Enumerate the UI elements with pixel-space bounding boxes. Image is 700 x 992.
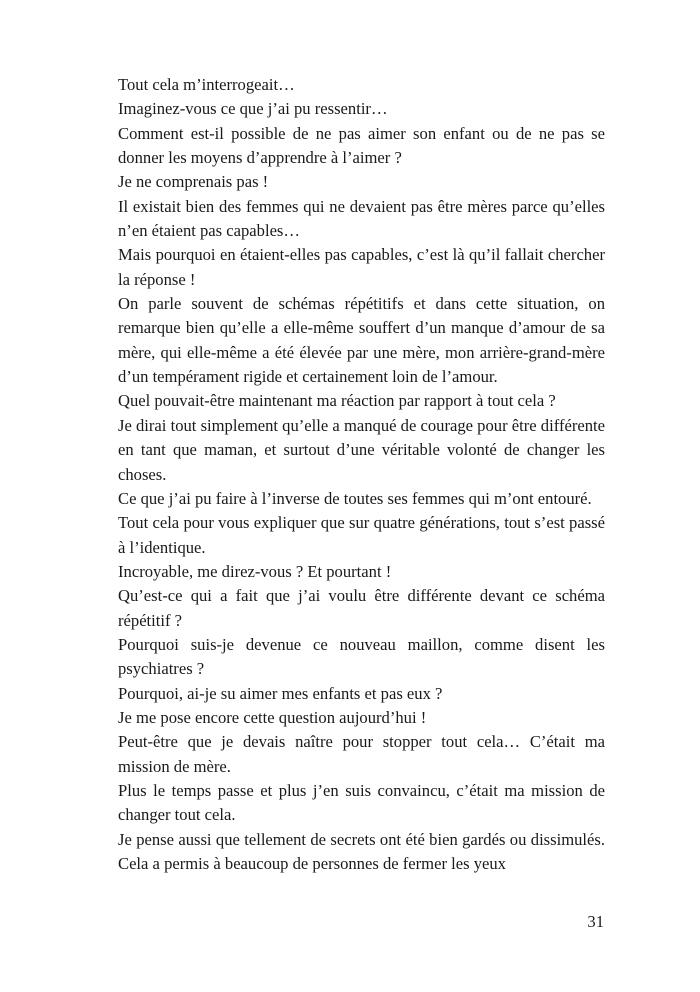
paragraph: On parle souvent de schémas répétitifs et dans cette situation, on remarque bien qu’elle a elle-même souffert d’un manque d’amour de sa mère, qui elle-même a été élevée par une mère, mon arrière-grand-mère d’un tempérament rigide et certainement loin de l’amour.	[118, 294, 605, 387]
paragraph: Incroyable, me direz-vous ? Et pourtant !	[118, 561, 392, 581]
paragraph: Quel pouvait-être maintenant ma réaction par rapport à tout cela ?	[118, 391, 556, 411]
paragraph: Il existait bien des femmes qui ne devaient pas être mères parce qu’elles n’en étaient pas capables…	[118, 196, 605, 241]
paragraph: Ce que j’ai pu faire à l’inverse de toutes ses femmes qui m’ont entouré.	[118, 488, 592, 508]
paragraph: Je dirai tout simplement qu’elle a manqué de courage pour être différente en tant que maman, et surtout d’une véritable volonté de changer les choses.	[118, 415, 605, 484]
paragraph: Peut-être que je devais naître pour stopper tout cela… C’était ma mission de mère.	[118, 732, 605, 776]
paragraph: Qu’est-ce qui a fait que j’ai voulu être différente devant ce schéma répétitif ?	[118, 586, 605, 630]
paragraph: Imaginez-vous ce que j’ai pu ressentir…	[118, 99, 388, 119]
paragraph: Plus le temps passe et plus j’en suis convaincu, c’était ma mission de changer tout cela.	[118, 780, 605, 825]
paragraph: Pourquoi, ai-je su aimer mes enfants et pas eux ?	[118, 683, 443, 703]
paragraph: Tout cela pour vous expliquer que sur quatre générations, tout s’est passé à l’identique.	[118, 513, 605, 557]
paragraph: Pourquoi suis-je devenue ce nouveau maillon, comme disent les psychiatres ?	[118, 634, 605, 679]
paragraph: Tout cela m’interrogeait…	[118, 75, 295, 94]
paragraph: Mais pourquoi en étaient-elles pas capables, c’est là qu’il fallait chercher la réponse !	[118, 245, 605, 289]
paragraph: Je me pose encore cette question aujourd’hui !	[118, 707, 427, 727]
body-text	[118, 73, 605, 876]
paragraph: Je ne comprenais pas !	[118, 172, 269, 192]
page-number: 31	[587, 912, 604, 931]
paragraph: Je pense aussi que tellement de secrets ont été bien gardés ou dissimulés. Cela a permis à beaucoup de personnes de fermer les yeux	[118, 829, 605, 873]
paragraph: Comment est-il possible de ne pas aimer son enfant ou de ne pas se donner les moyens d’apprendre à l’aimer ?	[118, 123, 605, 168]
